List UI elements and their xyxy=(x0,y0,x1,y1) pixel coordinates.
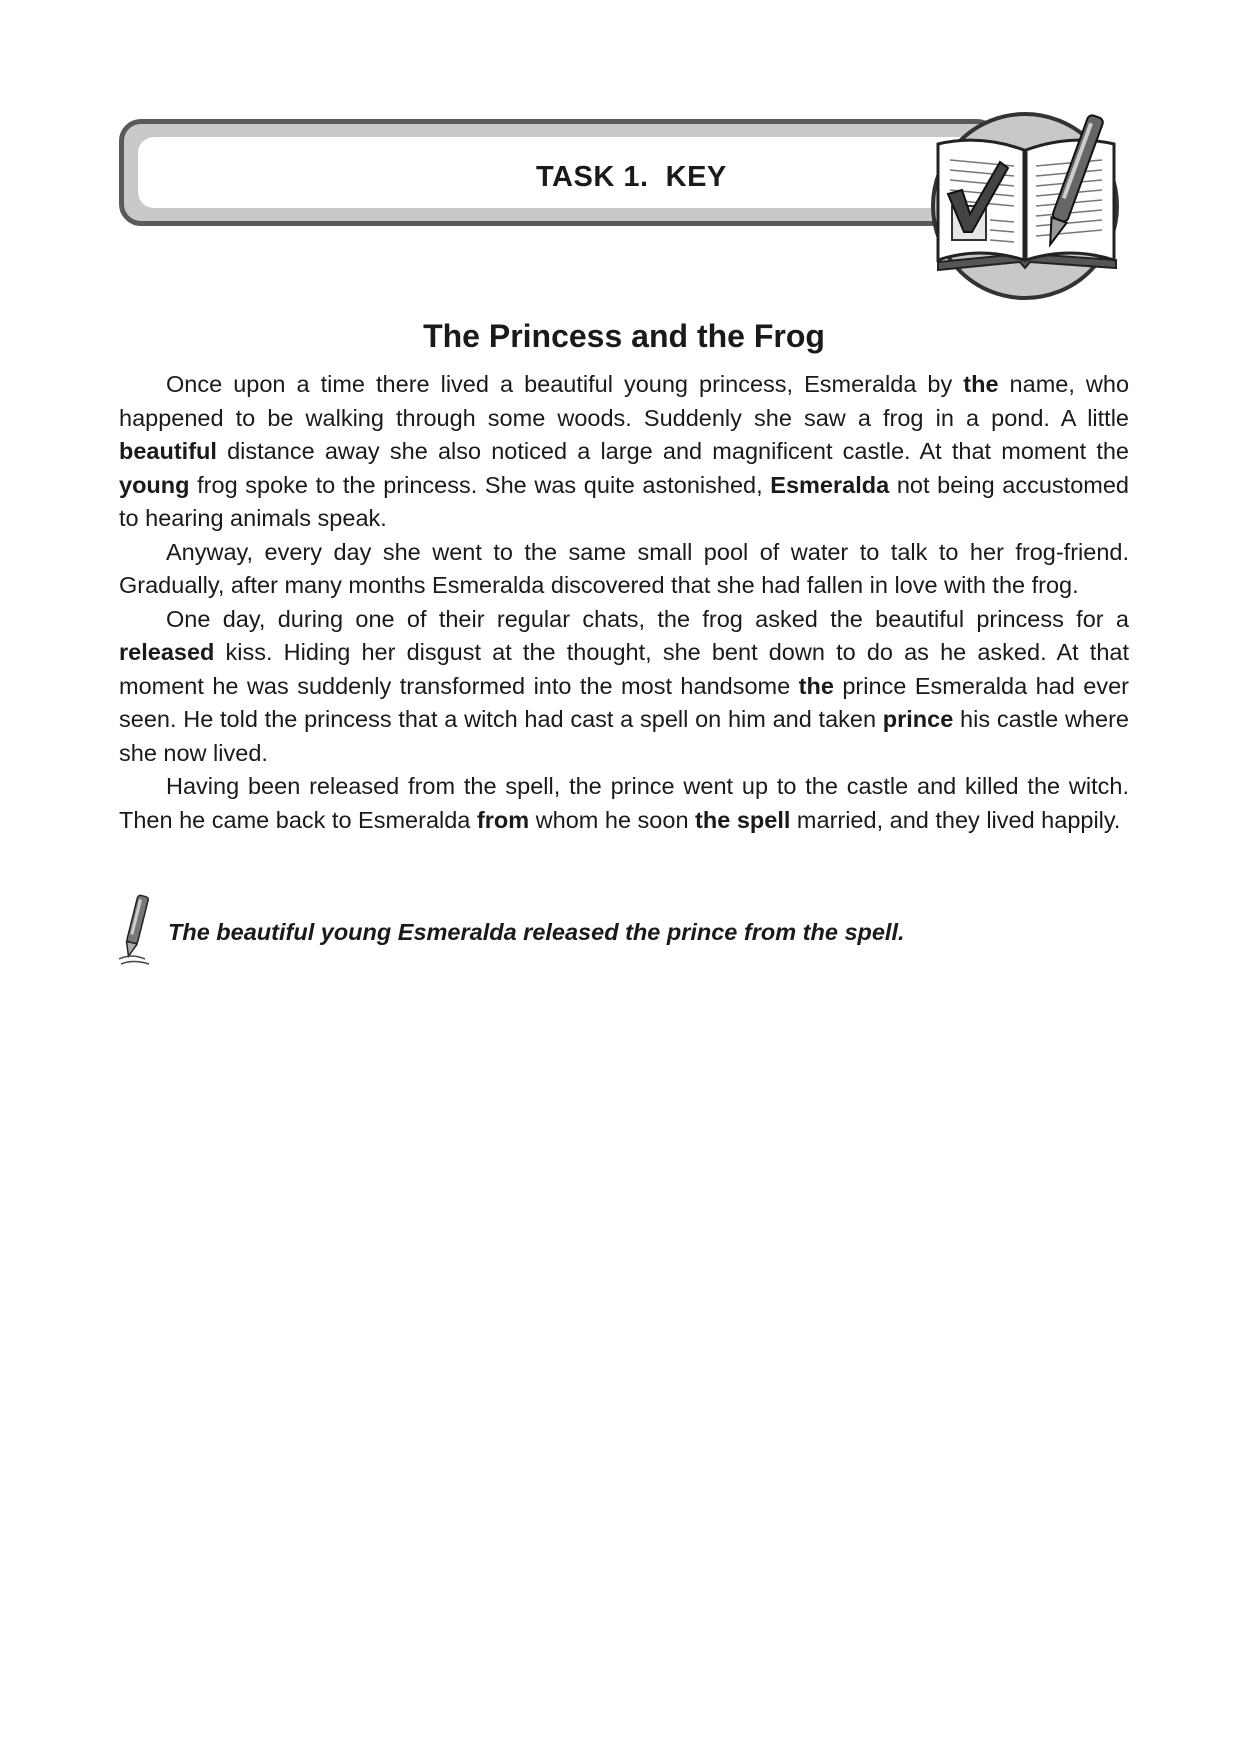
story-text: Having been released from the spell, the prince went up to the castle and killed the witch. Then he came back to Esmeralda xyxy=(119,773,1129,833)
story-paragraph xyxy=(119,536,1129,603)
answer-sentence: The beautiful young Esmeralda released the prince from the spell. xyxy=(168,919,905,945)
story-text: his castle where she now lived. xyxy=(119,706,1129,766)
answer-word: prince xyxy=(882,706,954,732)
answer-row xyxy=(117,893,1127,968)
answer-word: young xyxy=(119,471,190,498)
task-header-banner xyxy=(119,119,999,226)
pen-icon xyxy=(117,893,153,968)
story-text: name, who happened to be walking through some woods. Suddenly she saw a frog in a pond. A little xyxy=(119,371,1130,431)
story-title: The Princess and the Frog xyxy=(423,318,825,354)
story-text: married, and they lived happily. xyxy=(790,806,1121,833)
story-paragraph xyxy=(119,770,1129,837)
answer-word: beautiful xyxy=(119,438,217,464)
task-title: TASK 1. KEY xyxy=(536,161,727,193)
story-text: Anyway, every day she went to the same small pool of water to talk to her frog-friend. Gradually, after many months Esmeralda discovered that she had fallen in love with the frog. xyxy=(119,538,1129,598)
story-text: prince Esmeralda had ever seen. He told the princess that a witch had cast a spell on him and taken xyxy=(119,672,1129,732)
answer-word: the xyxy=(963,371,999,397)
answer-word: Esmeralda xyxy=(770,471,890,498)
story-body xyxy=(119,368,1129,837)
answer-word: from xyxy=(476,806,530,833)
story-text: kiss. Hiding her disgust at the thought, she bent down to do as he asked. At that moment he was suddenly transformed into the most handsome xyxy=(119,639,1129,699)
story-text: frog spoke to the princess. She was quite astonished, xyxy=(189,471,771,498)
story-paragraph xyxy=(119,603,1129,771)
story-text: Once upon a time there lived a beautiful young princess, Esmeralda by xyxy=(166,371,964,397)
story-paragraph xyxy=(119,368,1129,536)
task-header-inner xyxy=(138,137,994,208)
answer-word: the xyxy=(798,672,834,699)
answer-word: the spell xyxy=(695,806,791,833)
answer-word: released xyxy=(119,639,215,665)
story-text: distance away she also noticed a large and magnificent castle. At that moment the xyxy=(216,438,1129,464)
story-text: not being accustomed to hearing animals speak. xyxy=(119,471,1129,531)
story-text: One day, during one of their regular chats, the frog asked the beautiful princess for a xyxy=(166,605,1129,632)
story-text: whom he soon xyxy=(529,806,696,833)
open-book-with-pen-and-checkmark-icon xyxy=(920,110,1130,310)
